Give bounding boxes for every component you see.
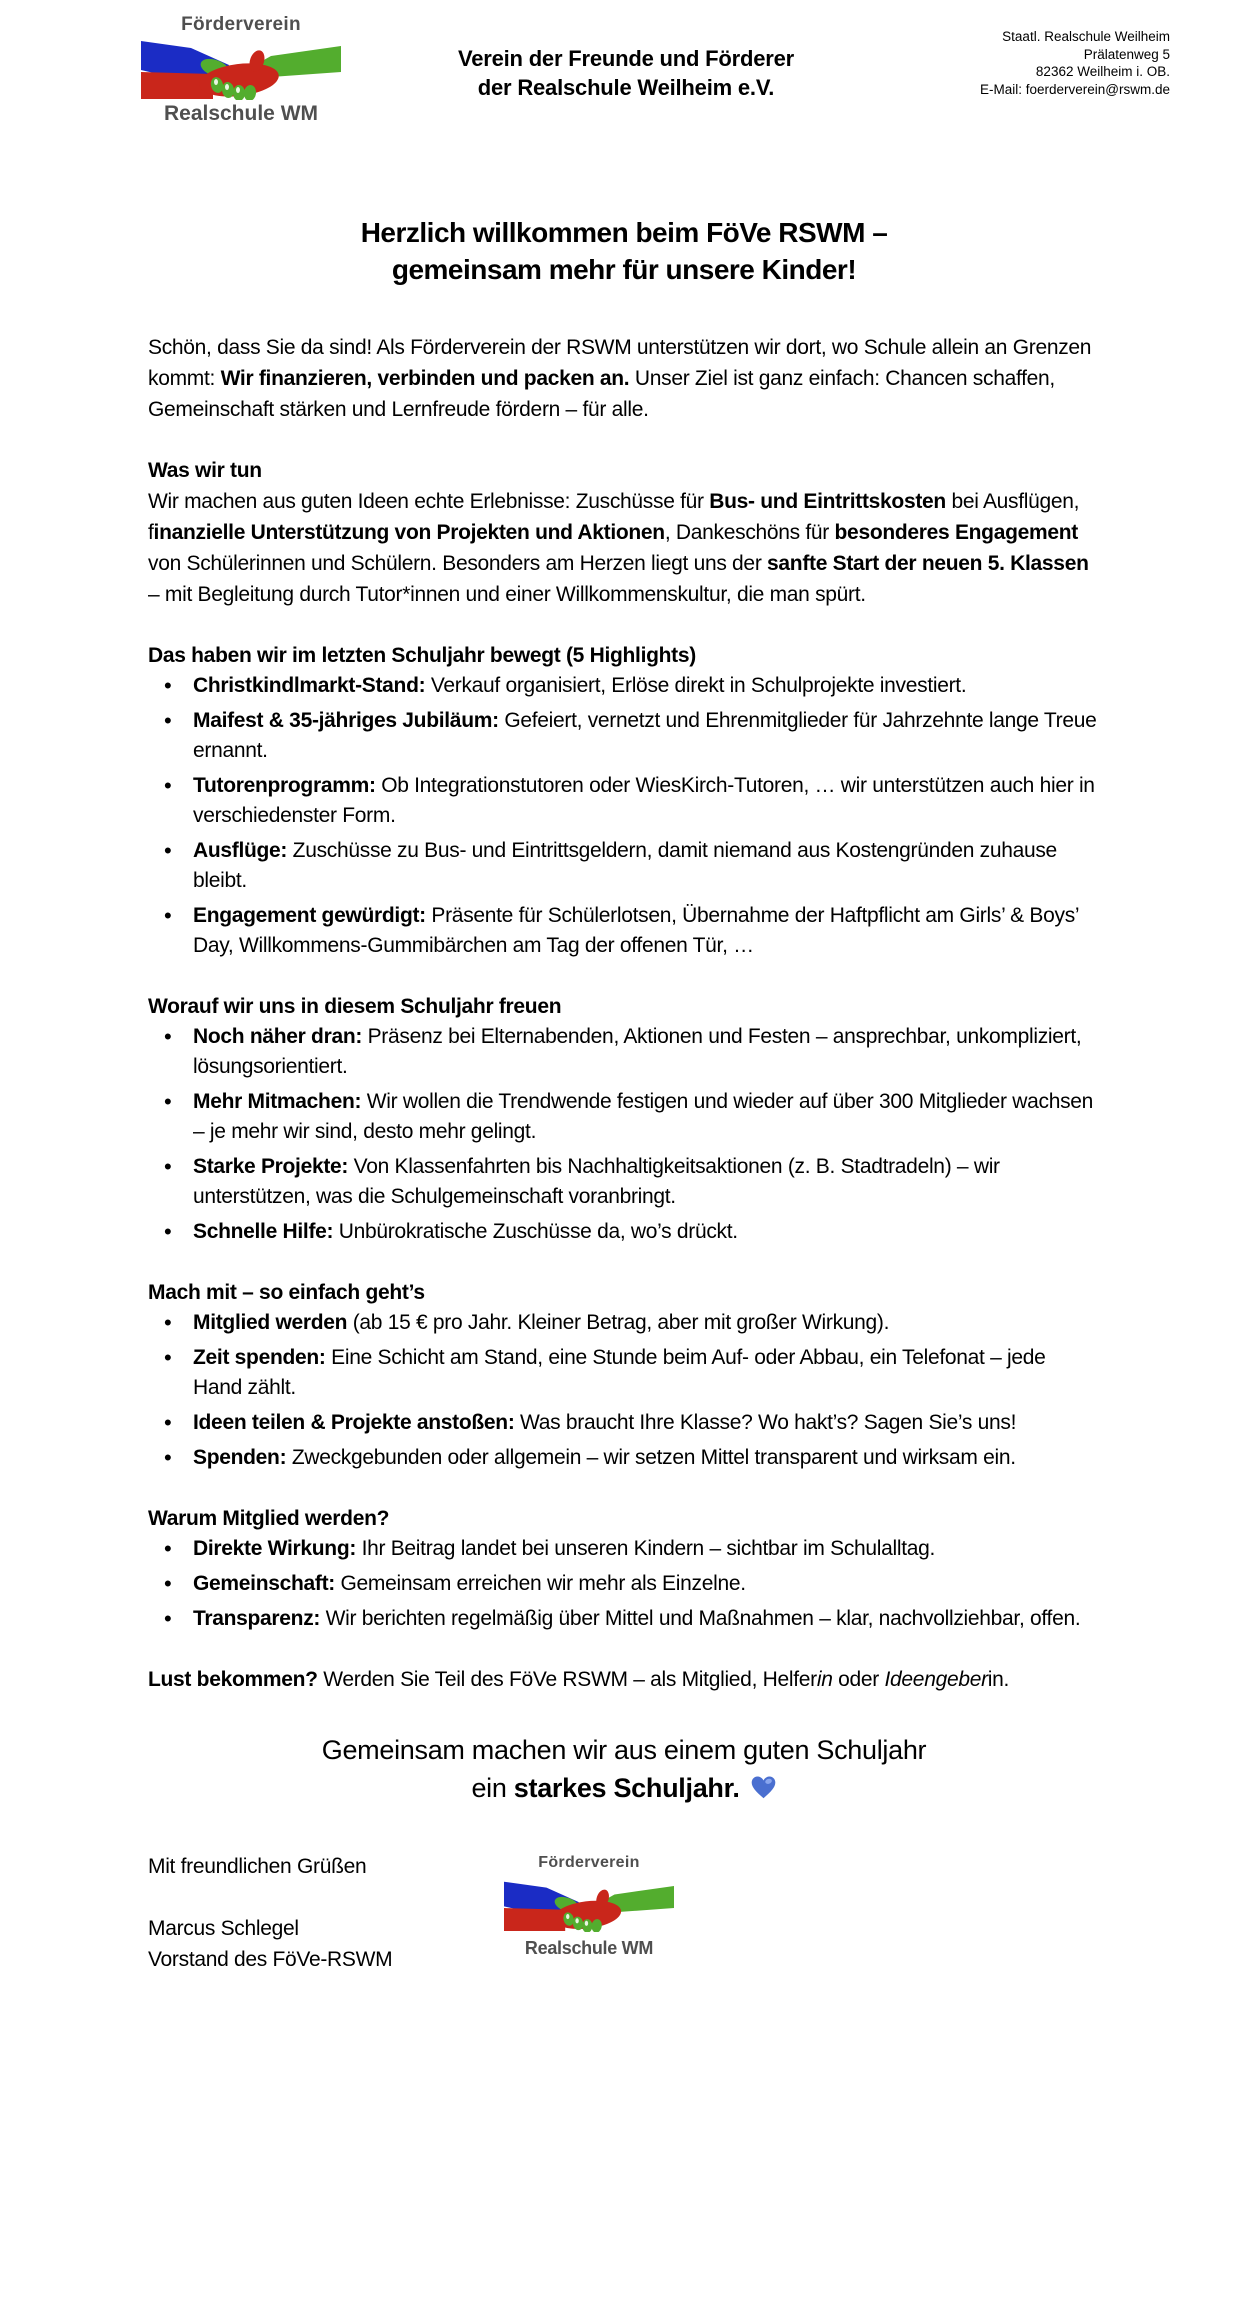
address-line-email: E-Mail: foerderverein@rswm.de (979, 81, 1170, 97)
bullet-item: • Maifest & 35-jähriges Jubiläum: Gefeiert, vernetzt und Ehrenmitglieder für Jahrzehnte lange Treue ernannt. (148, 706, 1100, 766)
handshake-logo-graphic (140, 38, 342, 100)
closing-line1: Gemeinsam machen wir aus einem guten Schuljahr (321, 1735, 927, 1765)
signature-text (148, 1851, 1240, 1975)
signature-logo (504, 1847, 674, 1964)
section-heading: Was wir tun (148, 459, 262, 482)
logo-bottom-label: Realschule WM (163, 102, 319, 125)
fingernail-shape (585, 1921, 588, 1926)
fingernail-shape (575, 1918, 578, 1923)
fingernail-shape (236, 87, 240, 93)
section-heading: Das haben wir im letzten Schuljahr bewegt (5 Highlights) (148, 644, 696, 667)
bullet-item: • Direkte Wirkung: Ihr Beitrag landet bei unseren Kindern – sichtbar im Schulalltag. (148, 1534, 1100, 1564)
bullet-list (148, 1534, 1100, 1634)
section-heading: Worauf wir uns in diesem Schuljahr freuen (148, 995, 562, 1018)
section-warum-mitglied (148, 1503, 1100, 1634)
bullet-item: • Mitglied werden (ab 15 € pro Jahr. Kleiner Betrag, aber mit großer Wirkung). (148, 1308, 1100, 1338)
section-ausblick (148, 991, 1100, 1247)
address-line: Staatl. Realschule Weilheim (1002, 29, 1170, 44)
letter-title (148, 214, 1100, 288)
signature-name: Marcus Schlegel (148, 1917, 299, 1940)
section-highlights (148, 640, 1100, 961)
closing-line2-text: ein starkes Schuljahr. (471, 1773, 740, 1803)
letter-body (148, 214, 1100, 1807)
bullet-item: • Noch näher dran: Präsenz bei Elternabenden, Aktionen und Festen – ansprechbar, unkompliziert, lösungsorientiert. (148, 1022, 1100, 1082)
address-block (910, 28, 1170, 98)
outro-paragraph: Lust bekommen? Werden Sie Teil des FöVe RSWM – als Mitglied, Helferin oder Ideengeberin. (148, 1668, 1010, 1691)
intro-paragraph: Schön, dass Sie da sind! Als Förderverein der RSWM unterstützen wir dort, wo Schule allein an Grenzen kommt: Wir finanzieren, verbinden und packen an. Unser Ziel ist ganz einfach: Chancen schaffen, Gemeinschaft stärken und Lernfreude fördern – für alle. (148, 336, 1092, 421)
logo-bottom-label: Realschule WM (524, 1938, 654, 1958)
signature-role: Vorstand des FöVe-RSWM (148, 1948, 393, 1971)
bullet-item: • Zeit spenden: Eine Schicht am Stand, eine Stunde beim Auf- oder Abbau, ein Telefonat – jede Hand zählt. (148, 1343, 1100, 1403)
fingernail-shape (214, 79, 218, 85)
signature-greeting: Mit freundlichen Grüßen (148, 1855, 367, 1878)
section-paragraph: Wir machen aus guten Ideen echte Erlebnisse: Zuschüsse für Bus- und Eintrittskosten bei Ausflügen, finanzielle Unterstützung von Projekten und Aktionen, Dankeschöns für besonderes Engagement von Schülerinnen und Schülern. Besonders am Herzen liegt uns der sanfte Start der neuen 5. Klassen – mit Begleitung durch Tutor*innen und einer Willkommenskultur, die man spürt. (148, 490, 1089, 606)
bullet-list (148, 671, 1100, 961)
bullet-item: • Christkindlmarkt-Stand: Verkauf organisiert, Erlöse direkt in Schulprojekte investiert. (148, 671, 1100, 701)
heart-shape (751, 1776, 775, 1798)
closing-statement (148, 1731, 1100, 1807)
section-heading: Mach mit – so einfach geht’s (148, 1281, 425, 1304)
bullet-list (148, 1022, 1100, 1247)
signature-block (0, 1851, 1240, 1975)
bullet-item: • Mehr Mitmachen: Wir wollen die Trendwende festigen und wieder auf über 300 Mitglieder wachsen – je mehr wir sind, desto mehr gelingt. (148, 1087, 1100, 1147)
bullet-item: • Starke Projekte: Von Klassenfahrten bis Nachhaltigkeitsaktionen (z. B. Stadtradeln) – wir unterstützen, was die Schulgemeinschaft voranbringt. (148, 1152, 1100, 1212)
bullet-item: • Tutorenprogramm: Ob Integrationstutoren oder WiesKirch-Tutoren, … wir unterstützen auch hier in verschiedenster Form. (148, 771, 1100, 831)
org-name-line2: der Realschule Weilheim e.V. (477, 75, 775, 100)
address-line: Prälatenweg 5 (1083, 46, 1170, 62)
org-name (342, 44, 910, 102)
bullet-item: • Ideen teilen & Projekte anstoßen: Was braucht Ihre Klasse? Wo hakt’s? Sagen Sie’s uns! (148, 1408, 1100, 1438)
logo-top-label: Förderverein (181, 14, 301, 35)
logo-top-label: Förderverein (538, 1854, 640, 1871)
letter-title-line2: gemeinsam mehr für unsere Kinder! (391, 254, 857, 285)
bullet-item: • Gemeinschaft: Gemeinsam erreichen wir mehr als Einzelne. (148, 1569, 1100, 1599)
letter-title-line1: Herzlich willkommen beim FöVe RSWM – (360, 217, 888, 248)
section-was-wir-tun (148, 455, 1100, 610)
bullet-item: • Transparenz: Wir berichten regelmäßig über Mittel und Maßnahmen – klar, nachvollziehbar, offen. (148, 1604, 1100, 1634)
blue-heart-icon (750, 1775, 777, 1800)
section-heading: Warum Mitglied werden? (148, 1507, 390, 1530)
address-line: 82362 Weilheim i. OB. (1035, 64, 1170, 79)
bullet-list (148, 1308, 1100, 1473)
handshake-logo-graphic (504, 1879, 674, 1932)
org-name-line1: Verein der Freunde und Förderer (457, 46, 795, 71)
fingernail-shape (225, 84, 229, 90)
section-mitmachen (148, 1277, 1100, 1473)
bullet-item: • Spenden: Zweckgebunden oder allgemein – wir setzen Mittel transparent und wirksam ein. (148, 1443, 1100, 1473)
closing-line2 (148, 1769, 1100, 1807)
foerderverein-logo (140, 14, 342, 126)
bullet-item: • Ausflüge: Zuschüsse zu Bus- und Eintrittsgeldern, damit niemand aus Kostengründen zuhause bleibt. (148, 836, 1100, 896)
bullet-item: • Schnelle Hilfe: Unbürokratische Zuschüsse da, wo’s drückt. (148, 1217, 1100, 1247)
fingernail-shape (566, 1914, 569, 1919)
letterhead (0, 0, 1240, 126)
bullet-item: • Engagement gewürdigt: Präsente für Schülerlotsen, Übernahme der Haftpflicht am Girls’ & Boys’ Day, Willkommens-Gummibärchen am Tag der offenen Tür, … (148, 901, 1100, 961)
